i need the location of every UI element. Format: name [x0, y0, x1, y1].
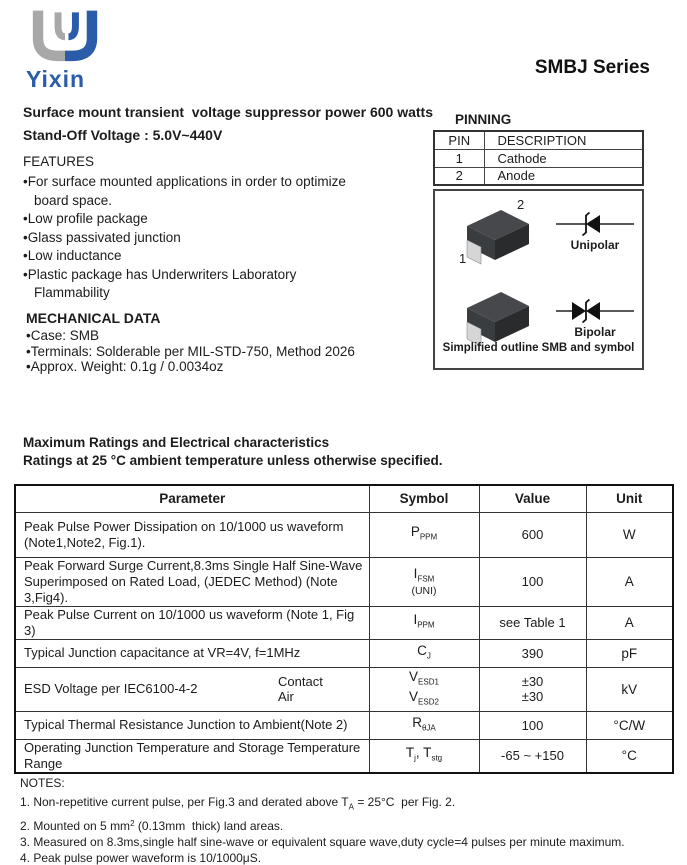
- ratings-table-header-row: [15, 485, 673, 512]
- text-segment: (0.13mm thick) land areas.: [134, 818, 284, 833]
- feature-item: • For surface mounted applications in order to optimize board space.: [23, 173, 358, 210]
- ratings-table: [14, 484, 674, 774]
- symbol-cell: [369, 512, 479, 557]
- text-segment: V: [409, 668, 419, 684]
- mechanical-item: • Approx. Weight: 0.1g / 0.0034oz: [26, 359, 456, 375]
- value-cell: [479, 639, 586, 667]
- subscript: J: [426, 651, 431, 661]
- table-row: [15, 512, 673, 557]
- pin-description: Cathode: [484, 149, 643, 167]
- value-line: see Table 1: [499, 615, 566, 630]
- column-header-symbol: Symbol: [369, 485, 479, 512]
- series-title: SMBJ Series: [534, 57, 650, 78]
- unit-cell: pF: [586, 639, 673, 667]
- symbol-cell: [369, 739, 479, 773]
- text-segment: P: [410, 524, 420, 540]
- table-row: [15, 606, 673, 639]
- value-line: 100: [521, 574, 544, 589]
- ratings-subtitle: Ratings at 25 °C ambient temperature unless otherwise specified.: [23, 453, 443, 468]
- mechanical-item: • Case: SMB: [26, 328, 456, 344]
- intro-line-2: Stand-Off Voltage : 5.0V~440V: [23, 127, 223, 143]
- pin-description: Anode: [484, 167, 643, 185]
- unit-cell: °C/W: [586, 711, 673, 739]
- ratings-title: Maximum Ratings and Electrical characteristics: [23, 435, 330, 450]
- table-row: [15, 739, 673, 773]
- table-row: [15, 711, 673, 739]
- description-column-header: DESCRIPTION: [484, 131, 643, 149]
- features-heading: FEATURES: [23, 154, 95, 169]
- pin-table-row: [434, 149, 643, 167]
- pin-2-label: 2: [517, 197, 525, 212]
- symbol-line: [370, 689, 479, 710]
- unit-cell: W: [586, 512, 673, 557]
- parameter-cell: [15, 606, 369, 639]
- note-item: [20, 816, 625, 834]
- pin-1-label: 1: [459, 251, 467, 266]
- text-segment: R: [412, 714, 422, 730]
- symbol-line: [370, 669, 479, 690]
- text-segment: 1. Non-repetitive current pulse, per Fig.3 and derated above T: [20, 795, 349, 809]
- company-logo: [25, 6, 135, 93]
- parameter-text: Typical Junction capacitance at VR=4V, f=1MHz: [24, 645, 301, 660]
- table-row: [15, 667, 673, 711]
- text-segment: C: [417, 642, 427, 658]
- value-line: -65 ~ +150: [501, 748, 564, 763]
- note-item: [20, 834, 625, 850]
- parameter-text: ESD Voltage per IEC6100-4-2: [24, 681, 198, 696]
- superscript: 2: [130, 818, 135, 828]
- column-header-parameter: Parameter: [15, 485, 369, 512]
- pin-number: 1: [434, 149, 484, 167]
- note-item: [20, 794, 625, 816]
- subscript: FSM: [417, 574, 435, 584]
- pinning-table: [433, 130, 644, 186]
- bipolar-symbol-group: [553, 298, 637, 339]
- parameter-cell: [15, 639, 369, 667]
- value-cell: [479, 739, 586, 773]
- bipolar-label: Bipolar: [574, 325, 616, 339]
- parameter-cell: [15, 667, 369, 711]
- symbol-line: [370, 524, 479, 545]
- pinning-heading: PINNING: [455, 112, 512, 127]
- feature-item: • Plastic package has Underwriters Laboratory Flammability: [23, 266, 358, 303]
- text-segment: 2. Mounted on 5 mm: [20, 818, 131, 833]
- parameter-cell: [15, 512, 369, 557]
- symbol-line: [370, 566, 479, 587]
- value-line: ±30: [521, 674, 544, 689]
- subscript: ESD1: [418, 677, 439, 686]
- parameter-cell: [15, 557, 369, 606]
- parameter-text: Operating Junction Temperature and Storage Temperature Range: [24, 739, 361, 771]
- subscript: ESD2: [418, 697, 439, 707]
- intro-line-1: Surface mount transient voltage suppressor power 600 watts: [23, 104, 433, 120]
- parameter-text: Peak Pulse Power Dissipation on 10/1000 us waveform (Note1,Note2, Fig.1).: [24, 518, 344, 550]
- symbol-line: [370, 745, 479, 766]
- unit-cell: kV: [586, 667, 673, 711]
- value-cell: [479, 606, 586, 639]
- mechanical-heading: MECHANICAL DATA: [26, 310, 161, 326]
- feature-item: • Low profile package: [23, 210, 358, 229]
- symbol-line: [370, 586, 479, 597]
- symbol-line: [370, 612, 479, 633]
- logo-wordmark: Yixin: [26, 66, 86, 92]
- column-header-unit: Unit: [586, 485, 673, 512]
- symbol-cell: [369, 711, 479, 739]
- value-cell: [479, 711, 586, 739]
- subscript: j: [414, 753, 416, 763]
- parameter-cell: [15, 711, 369, 739]
- parameter-text: Typical Thermal Resistance Junction to Ambient(Note 2): [24, 717, 348, 732]
- subscript: θJA: [421, 723, 436, 733]
- subscript: A: [348, 802, 354, 812]
- value-cell: [479, 557, 586, 606]
- text-segment: T: [405, 745, 415, 761]
- value-cell: [479, 667, 586, 711]
- pin-number: 2: [434, 167, 484, 185]
- subscript: PPM: [419, 532, 438, 542]
- mechanical-list: [26, 328, 456, 375]
- pin-table-header-row: [434, 131, 643, 149]
- text-segment: (UNI): [411, 585, 437, 598]
- column-header-value: Value: [479, 485, 586, 512]
- feature-item: • Low inductance: [23, 247, 358, 266]
- unipolar-label: Unipolar: [570, 238, 620, 252]
- symbol-line: [370, 715, 479, 736]
- mechanical-item: • Terminals: Solderable per MIL-STD-750, Method 2026: [26, 344, 456, 360]
- value-line: 100: [521, 717, 544, 733]
- parameter-text: Peak Forward Surge Current,8.3ms Single Half Sine-Wave Superimposed on Rated Load, (JEDEC Method) (Note 3,Fig4).: [24, 557, 363, 605]
- parameter-cell: [15, 739, 369, 773]
- symbol-cell: [369, 557, 479, 606]
- feature-item: • Glass passivated junction: [23, 229, 358, 248]
- parameter-sublabels: Contact Air: [278, 674, 323, 704]
- pin-table-row: [434, 167, 643, 185]
- text-segment: , T: [415, 745, 432, 761]
- value-line: 600: [521, 527, 544, 542]
- smb-package-bipolar-illustration: [453, 286, 538, 348]
- notes-heading: NOTES:: [20, 776, 65, 790]
- symbol-cell: [369, 606, 479, 639]
- unipolar-diode-icon: [556, 211, 634, 237]
- text-segment: I: [413, 565, 418, 581]
- package-outline-box: [433, 189, 644, 370]
- unipolar-symbol-group: [553, 211, 637, 252]
- value-line: 390: [521, 645, 544, 661]
- symbol-line: [370, 643, 479, 664]
- text-segment: = 25°C per Fig. 2.: [353, 795, 456, 809]
- note-item: [20, 850, 625, 865]
- parameter-text: Peak Pulse Current on 10/1000 us waveform (Note 1, Fig 3): [24, 606, 355, 638]
- text-segment: 3. Measured on 8.3ms,single half sine-wave or equivalent square wave,duty cycle=4 pulses per minute maximum.: [20, 834, 625, 849]
- value-line: ±30: [521, 689, 544, 704]
- symbol-cell: [369, 667, 479, 711]
- table-row: [15, 639, 673, 667]
- value-cell: [479, 512, 586, 557]
- subscript: stg: [431, 753, 443, 763]
- text-segment: 4. Peak pulse power waveform is 10/1000μS.: [20, 850, 262, 865]
- text-segment: V: [409, 689, 419, 704]
- unit-cell: A: [586, 606, 673, 639]
- unit-cell: A: [586, 557, 673, 606]
- features-list: [23, 173, 358, 303]
- unit-cell: °C: [586, 739, 673, 773]
- pin-column-header: PIN: [434, 131, 484, 149]
- table-row: [15, 557, 673, 606]
- logo-u-icon: [25, 6, 105, 64]
- outline-caption: Simplified outline SMB and symbol: [442, 342, 635, 354]
- symbol-cell: [369, 639, 479, 667]
- bipolar-diode-icon: [556, 298, 634, 324]
- subscript: PPM: [417, 620, 435, 630]
- text-segment: I: [413, 612, 418, 628]
- notes-list: [20, 794, 625, 865]
